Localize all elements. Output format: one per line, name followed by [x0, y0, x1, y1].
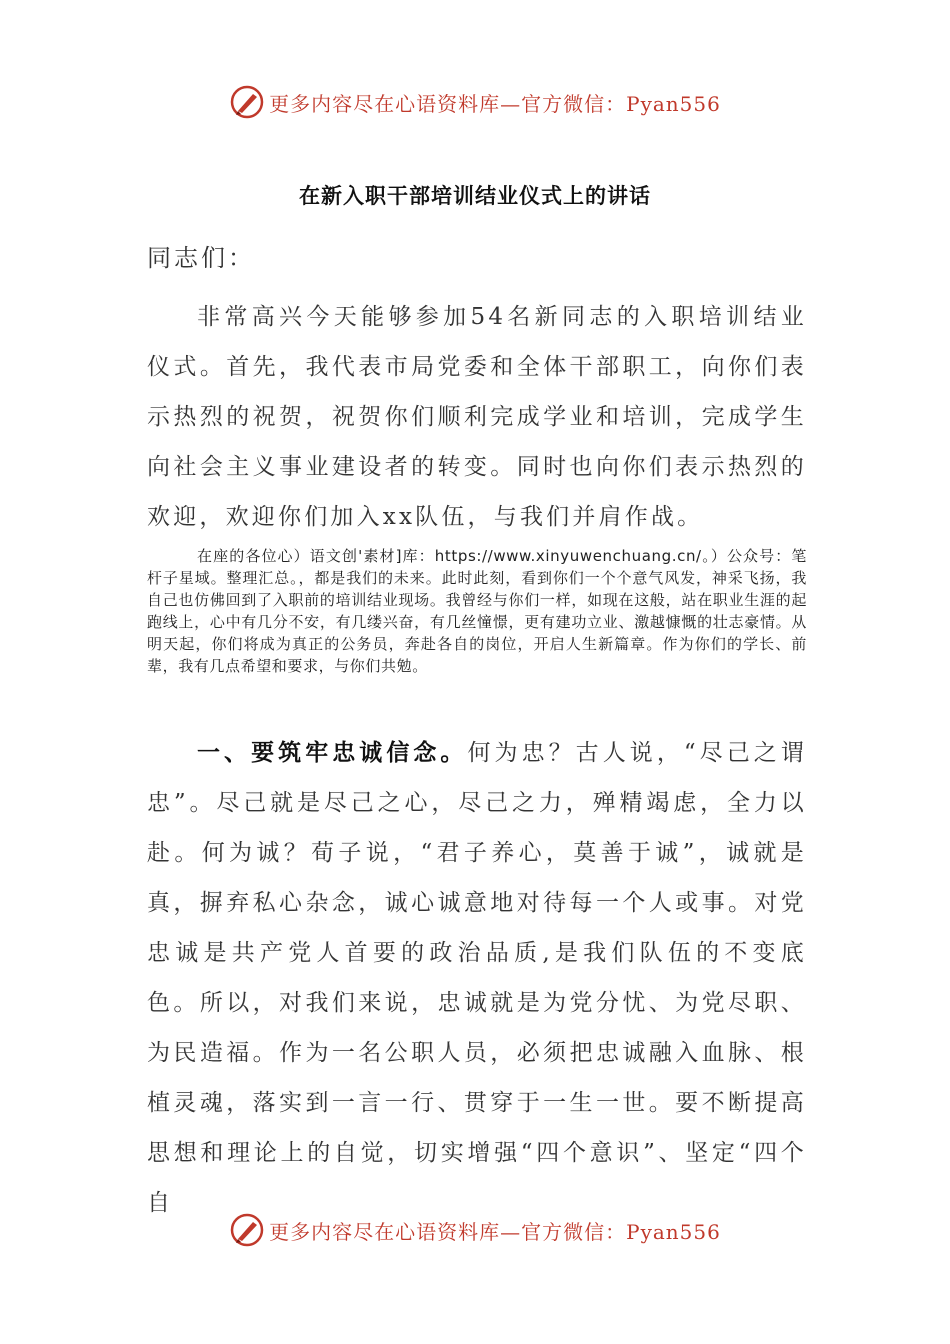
footer-banner	[0, 1210, 950, 1250]
pen-logo-icon	[229, 1212, 265, 1248]
page-title: 在新入职干部培训结业仪式上的讲话	[299, 184, 651, 208]
banner-text: 更多内容尽在心语资料库—官方微信：Pyan556	[269, 91, 721, 116]
banner-text: 更多内容尽在心语资料库—官方微信：Pyan556	[269, 1219, 721, 1244]
section-body: 何为忠？古人说，“尽己之谓忠”。尽己就是尽己之心，尽己之力，殚精竭虑，全力以赴。何为诚？荀子说，“君子养心，莫善于诚”，诚就是真，摒弃私心杂念，诚心诚意地对待每一个人或事。对党忠诚是共产党人首要的政治品质,是我们队伍的不变底色。所以，对我们来说，忠诚就是为党分忧、为党尽职、为民造福。作为一名公职人员，必须把忠诚融入血脉、根植灵魂，落实到一言一行、贯穿于一生一世。要不断提高思想和理论上的自觉，切实增强“四个意识”、坚定“四个自	[147, 740, 808, 1216]
section-heading: 一、要筑牢忠诚信念。	[197, 740, 468, 766]
pen-logo-icon	[229, 84, 265, 120]
paragraph-3	[147, 728, 807, 1228]
header-banner	[0, 82, 950, 122]
paragraph-2: 在座的各位心）语文创'素材]库：https://www.xinyuwenchuang.cn/。）公众号：笔杆子星域。整理汇总。，都是我们的未来。此时此刻，看到你们一个个意气风发，神采飞扬，我自己也仿佛回到了入职前的培训结业现场。我曾经与你们一样，如现在这般，站在职业生涯的起跑线上，心中有几分不安，有几缕兴奋，有几丝憧憬，更有建功立业、激越慷慨的壮志豪情。从明天起，你们将成为真正的公务员，奔赴各自的岗位，开启人生新篇章。作为你们的学长、前辈，我有几点希望和要求，与你们共勉。	[147, 547, 807, 675]
paragraph-1: 非常高兴今天能够参加54名新同志的入职培训结业仪式。首先，我代表市局党委和全体干部职工，向你们表示热烈的祝贺，祝贺你们顺利完成学业和培训，完成学生向社会主义事业建设者的转变。同时也向你们表示热烈的欢迎，欢迎你们加入xx队伍，与我们并肩作战。	[147, 304, 807, 530]
greeting: 同志们：	[147, 244, 255, 272]
